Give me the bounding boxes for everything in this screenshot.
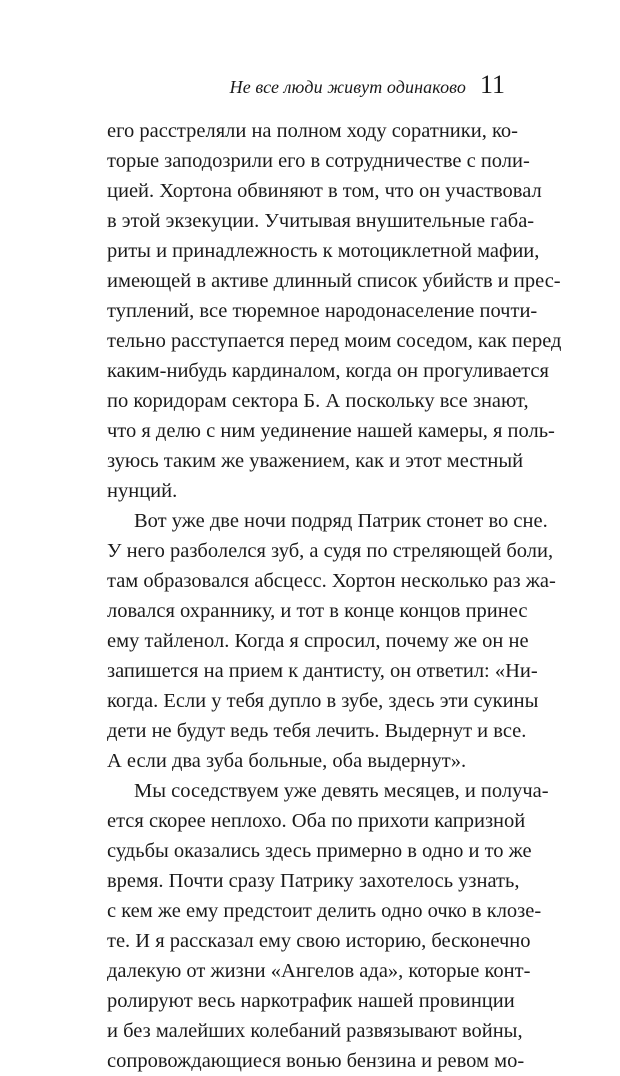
text-line: ролируют весь наркотрафик нашей провинции <box>107 990 515 1012</box>
text-line: с кем же ему предстоит делить одно очко в клозе- <box>107 900 542 922</box>
text-line: что я делю с ним уединение нашей камеры, я поль- <box>107 420 555 442</box>
paragraph <box>107 776 549 1076</box>
text-line: туплений, все тюремное народонаселение почти- <box>107 300 538 322</box>
page-number: 11 <box>479 70 505 99</box>
text-line: его расстреляли на полном ходу соратники, ко- <box>107 120 518 142</box>
text-line: время. Почти сразу Патрику захотелось узнать, <box>107 870 520 892</box>
running-head <box>230 72 505 98</box>
text-line: сопровождающиеся вонью бензина и ревом мо- <box>107 1050 525 1072</box>
text-line: далекую от жизни «Ангелов ада», которые конт- <box>107 960 531 982</box>
running-title: Не все люди живут одинаково <box>229 77 466 97</box>
body-text <box>107 116 562 1076</box>
text-line: по коридорам сектора Б. А поскольку все знают, <box>107 390 529 412</box>
text-line: в этой экзекуции. Учитывая внушительные габа- <box>107 210 535 232</box>
text-line: У него разболелся зуб, а судя по стреляющей боли, <box>107 540 554 562</box>
text-line: когда. Если у тебя дупло в зубе, здесь эти сукины <box>107 690 539 712</box>
text-line: те. И я рассказал ему свою историю, бесконечно <box>107 930 531 952</box>
text-line: ется скорее неплохо. Оба по прихоти капризной <box>107 810 526 832</box>
text-line: судьбы оказались здесь примерно в одно и то же <box>107 840 532 862</box>
text-line: А если два зуба больные, оба выдернут». <box>107 750 467 772</box>
paragraph <box>107 116 562 506</box>
text-line: тельно расступается перед моим соседом, как перед <box>107 330 562 352</box>
text-line: зуюсь таким же уважением, как и этот местный <box>107 450 524 472</box>
text-line: каким-нибудь кардиналом, когда он прогуливается <box>107 360 549 382</box>
text-line: имеющей в активе длинный список убийств и прес- <box>107 270 561 292</box>
paragraph <box>107 506 556 776</box>
text-line: риты и принадлежность к мотоциклетной мафии, <box>107 240 540 262</box>
text-line: дети не будут ведь тебя лечить. Выдернут и все. <box>107 720 527 742</box>
text-line: нунций. <box>107 480 178 502</box>
text-line: торые заподозрили его в сотрудничестве с поли- <box>107 150 530 172</box>
text-line: ему тайленол. Когда я спросил, почему же он не <box>107 630 529 652</box>
text-line: Мы соседствуем уже девять месяцев, и получа- <box>134 780 549 802</box>
text-line: ловался охраннику, и тот в конце концов принес <box>107 600 528 622</box>
text-line: цией. Хортона обвиняют в том, что он участвовал <box>107 180 542 202</box>
text-line: запишется на прием к дантисту, он ответил: «Ни- <box>107 660 538 682</box>
text-line: и без малейших колебаний развязывают войны, <box>107 1020 523 1042</box>
text-line: Вот уже две ночи подряд Патрик стонет во сне. <box>134 510 548 532</box>
text-line: там образовался абсцесс. Хортон несколько раз жа- <box>107 570 556 592</box>
